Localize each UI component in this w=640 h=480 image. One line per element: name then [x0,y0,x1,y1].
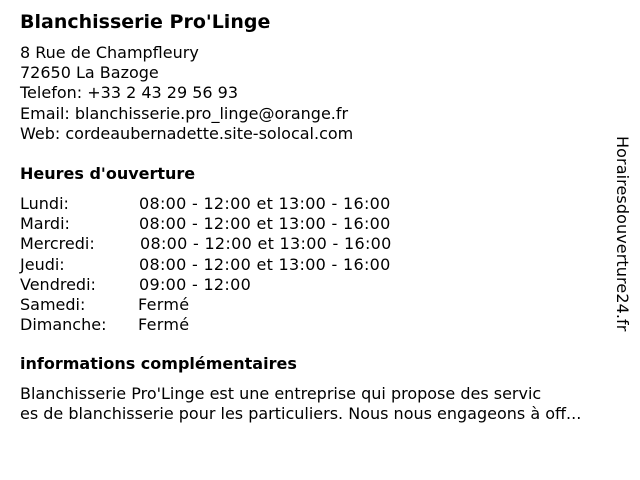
hours-value: 08:00 - 12:00 et 13:00 - 16:00 [139,214,391,234]
email-address: Email: blanchisserie.pro_linge@orange.fr [20,103,349,123]
day-label: Mercredi: [20,234,95,254]
description-line-1: Blanchisserie Pro'Linge est une entreprise qui propose des servic [20,384,542,403]
city-postal: 72650 La Bazoge [20,63,159,83]
hours-value: Fermé [138,315,190,335]
day-label: Dimanche: [20,315,107,335]
business-name: Blanchisserie Pro'Linge [20,11,271,33]
day-label: Lundi: [20,194,69,213]
day-label: Samedi: [20,294,86,314]
phone-number: Telefon: +33 2 43 29 56 93 [20,83,239,103]
day-label: Mardi: [20,214,70,234]
day-label: Vendredi: [20,274,96,294]
hours-value: Fermé [138,294,190,314]
hours-value: 09:00 - 12:00 [139,274,252,294]
additional-info-heading: informations complémentaires [20,354,297,373]
hours-value: 08:00 - 12:00 et 13:00 - 16:00 [140,234,392,254]
hours-value: 08:00 - 12:00 et 13:00 - 16:00 [139,194,391,213]
hours-value: 08:00 - 12:00 et 13:00 - 16:00 [139,254,391,274]
site-watermark: Horairesdouverture24.fr [613,136,632,332]
street-address: 8 Rue de Champfleury [20,43,199,62]
business-description [20,384,581,424]
opening-hours-heading: Heures d'ouverture [20,164,196,183]
contact-block [20,43,353,144]
description-line-2: es de blanchisserie pour les particuliers. Nous nous engageons à off... [20,404,582,423]
day-label: Jeudi: [20,254,65,274]
website-url: Web: cordeaubernadette.site-solocal.com [20,123,354,143]
